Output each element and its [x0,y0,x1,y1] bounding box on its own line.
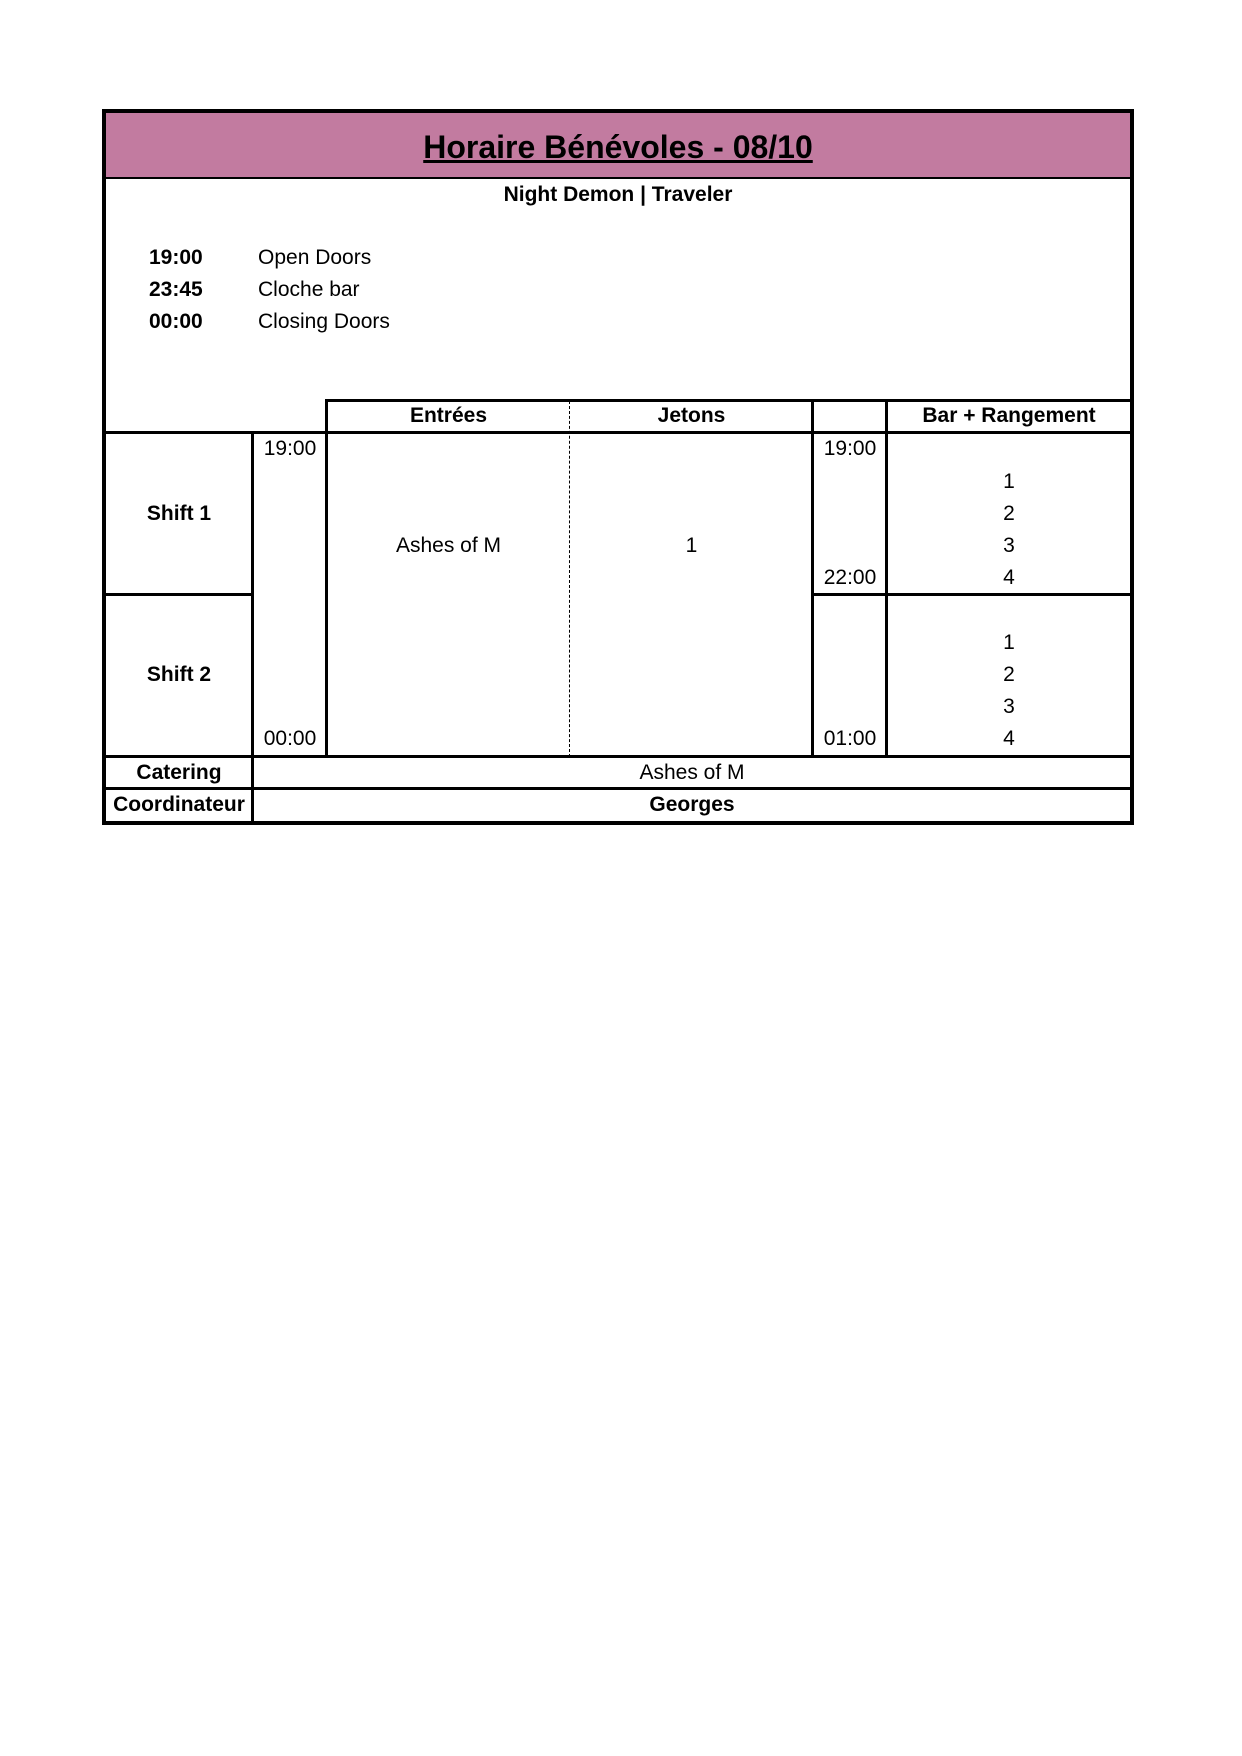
catering-value: Ashes of M [639,761,745,784]
bar-slot: 2 [1003,502,1015,525]
column-header-bar: Bar + Rangement [922,404,1096,427]
bar-end-time: 01:00 [823,727,877,750]
shift-start-time: 19:00 [263,437,317,460]
bar-slot: 1 [1003,470,1015,493]
grid-line [106,593,253,596]
bar-slot: 2 [1003,663,1015,686]
column-header-entrees: Entrées [409,404,488,427]
coordinateur-value: Georges [649,793,735,816]
schedule-label: Closing Doors [258,310,390,333]
grid-line-dashed [569,401,570,757]
schedule-time: 19:00 [149,246,203,269]
column-header-jetons: Jetons [657,404,726,427]
catering-label: Catering [136,761,222,784]
title-bar [106,113,1130,179]
schedule-time: 23:45 [149,278,203,301]
bar-slot: 3 [1003,534,1015,557]
shift-label: Shift 1 [146,502,212,525]
volunteer-schedule-sheet [102,109,1134,825]
jetons-value: 1 [685,534,698,557]
shift-label: Shift 2 [146,663,212,686]
bar-start-time: 19:00 [823,437,877,460]
schedule-label: Cloche bar [258,278,360,301]
bar-slot: 3 [1003,695,1015,718]
event-subtitle: Night Demon | Traveler [503,183,733,206]
shift-end-time: 00:00 [263,727,317,750]
bar-slot: 4 [1003,566,1015,589]
coordinateur-label: Coordinateur [113,793,245,816]
bar-slot: 1 [1003,631,1015,654]
entrees-value: Ashes of M [395,534,502,557]
schedule-time: 00:00 [149,310,203,333]
bar-slot: 4 [1003,727,1015,750]
schedule-label: Open Doors [258,246,372,269]
bar-mid-time: 22:00 [823,566,877,589]
page-title: Horaire Bénévoles - 08/10 [423,128,813,165]
